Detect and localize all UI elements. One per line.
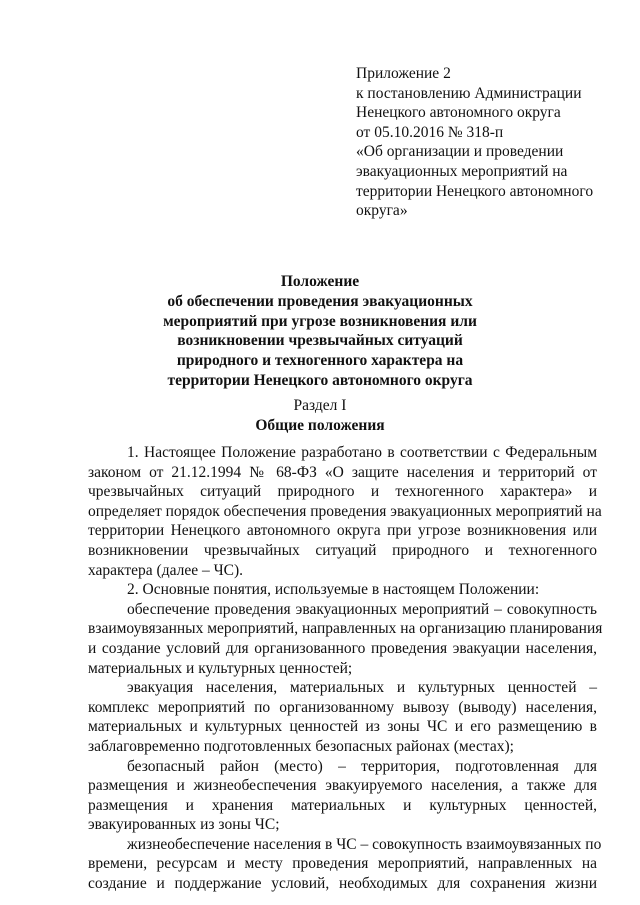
title-line: мероприятий при угрозе возникновения или [163,312,477,330]
body-line: эвакуация населения, материальных и культурных ценностей – [127,679,597,697]
body-line: территории Ненецкого автономного округа при угрозе возникновения или [88,522,597,540]
body-line: 2. Основные понятия, используемые в настоящем Положении: [127,581,540,599]
body-line: создание и поддержание условий, необходимых для сохранения жизни [88,875,597,893]
body-line: взаимоувязанных мероприятий, направленных на организацию планирования [88,620,603,638]
body-line: размещения и жизнеобеспечения эвакуируемого населения, а также для [88,777,597,795]
body-line: материальных и культурных ценностей; [88,659,353,677]
body-line: эвакуированных из зоны ЧС; [88,816,280,834]
annex-line: от 05.10.2016 № 318-п [356,123,504,141]
title-line: возникновении чрезвычайных ситуаций [177,332,463,350]
title-line: об обеспечении проведения эвакуационных [167,292,473,310]
body-line: характера (далее – ЧС). [88,561,244,579]
section-title: Общие положения [255,416,385,434]
title-line: территории Ненецкого автономного округа [167,371,473,389]
body-line: законом от 21.12.1994 № 68-ФЗ «О защите населения и территорий от [88,463,597,481]
annex-line: территории Ненецкого автономного [356,182,594,200]
body-line: чрезвычайных ситуаций природного и техногенного характера» и [88,483,597,501]
body-line: жизнеобеспечение населения в ЧС – совокупность взаимоувязанных по [127,835,602,853]
title-line: природного и техногенного характера на [176,352,464,370]
annex-line: эвакуационных мероприятий на [356,162,568,180]
section-number: Раздел I [293,397,347,414]
body-text [88,443,603,894]
body-line: комплекс мероприятий по организованному вывозу (выводу) населения, [88,698,597,716]
title-line: Положение [280,273,360,290]
body-line: заблаговременно подготовленных безопасных районах (местах); [88,737,514,755]
body-line: материальных и культурных ценностей из зоны ЧС и его размещению в [88,718,597,736]
body-line: безопасный район (место) – территория, подготовленная для [127,757,597,775]
body-line: размещения и хранения материальных и культурных ценностей, [88,796,597,814]
document-title [0,272,640,391]
body-line: времени, ресурсам и месту проведения мероприятий, направленных на [88,855,597,873]
body-line: определяет порядок обеспечения проведения эвакуационных мероприятий на [88,502,602,520]
annex-line: Ненецкого автономного округа [356,104,561,122]
body-line: и создание условий для организованного проведения эвакуации населения, [88,639,597,657]
body-line: возникновении чрезвычайных ситуаций природного и техногенного [88,541,597,559]
annex-line: округа» [356,202,408,220]
body-line: обеспечение проведения эвакуационных мероприятий – совокупность [127,600,597,618]
body-line: 1. Настоящее Положение разработано в соответствии с Федеральным [127,444,597,461]
section-heading [0,396,640,436]
annex-header [356,64,606,221]
annex-line: «Об организации и проведении [356,143,564,161]
annex-line: к постановлению Администрации [356,84,582,102]
annex-line: Приложение 2 [356,65,451,82]
